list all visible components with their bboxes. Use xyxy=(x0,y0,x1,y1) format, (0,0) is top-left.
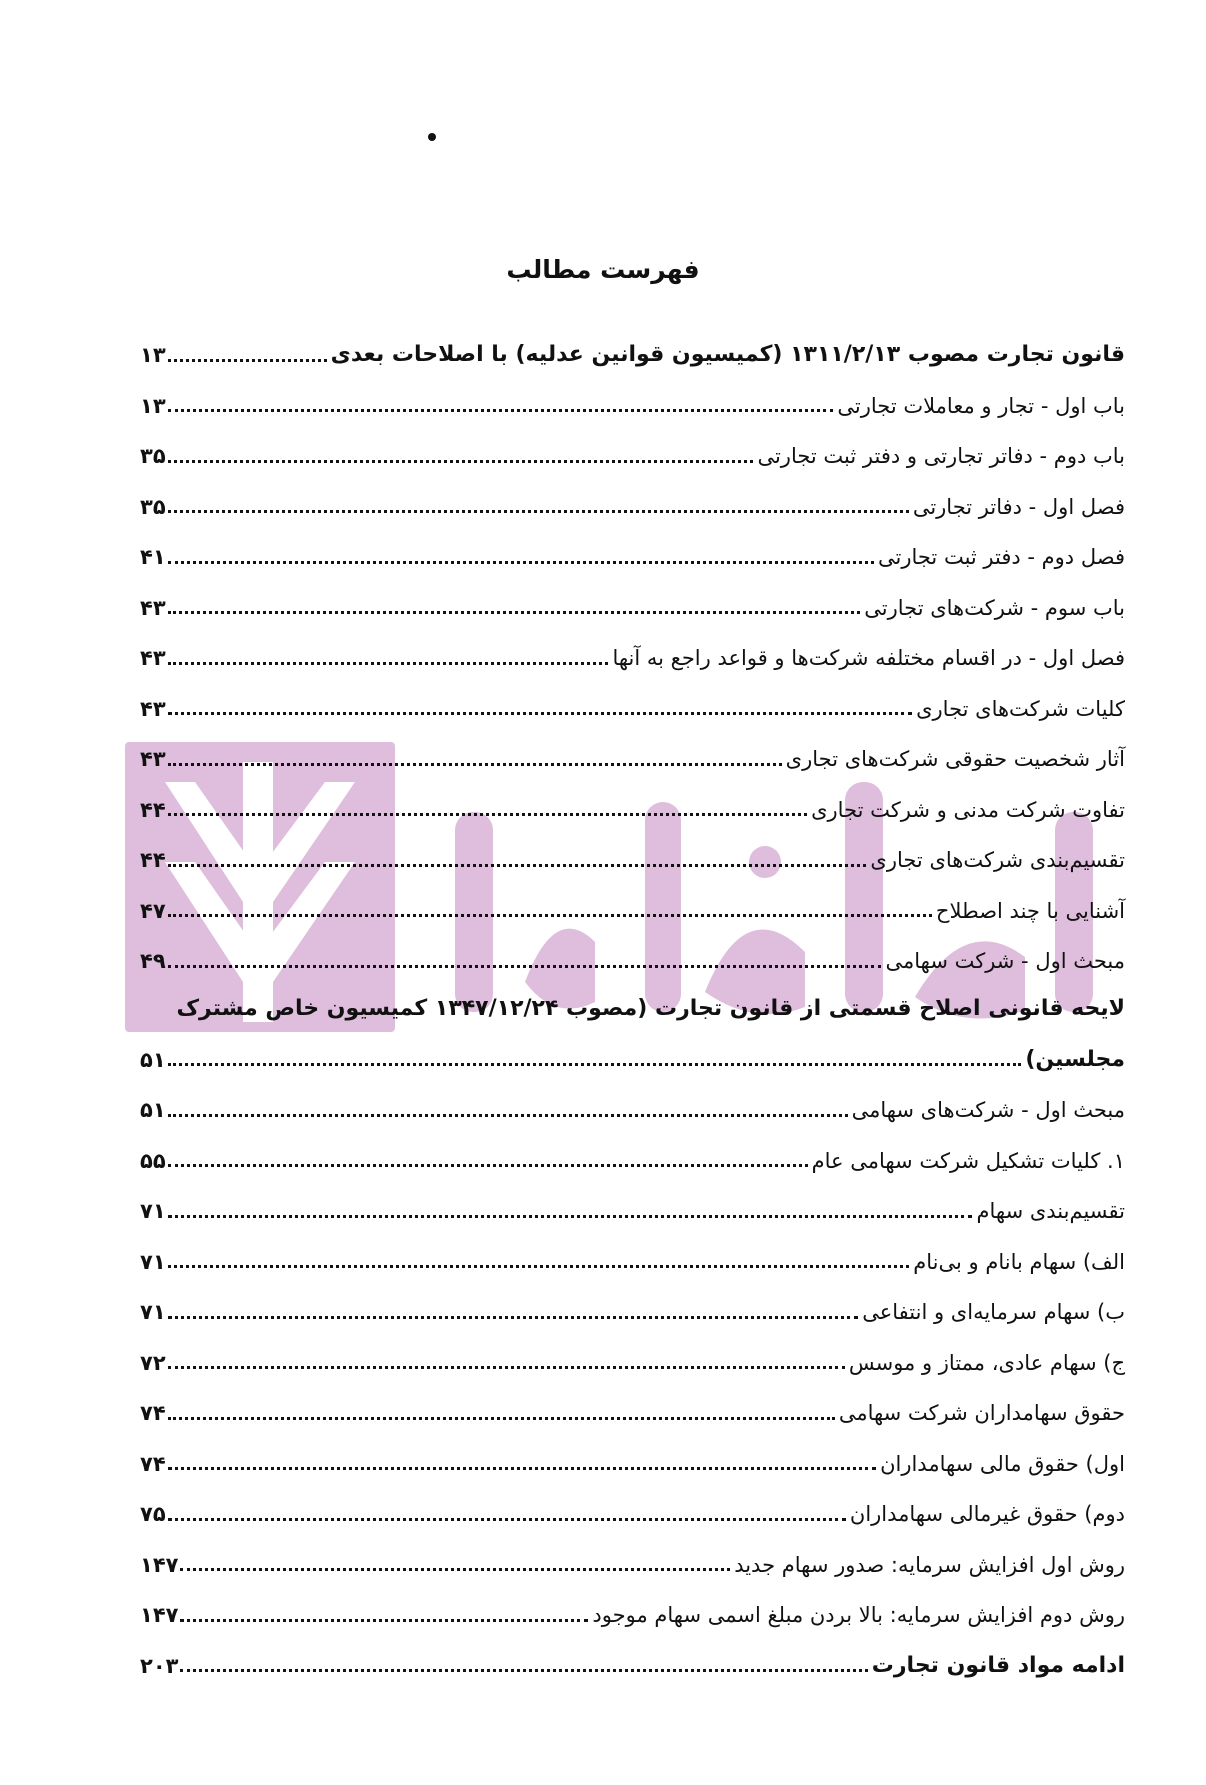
toc-entry-page: ۷۴ xyxy=(140,1401,166,1426)
toc-entry xyxy=(140,1124,1125,1175)
toc-entry-page: ۷۴ xyxy=(140,1451,166,1476)
toc-entry-page: ۳۵ xyxy=(140,444,166,469)
ink-speck xyxy=(428,133,436,141)
dot-leader xyxy=(168,1164,808,1167)
toc-entry xyxy=(140,722,1125,773)
toc-entry-page: ۷۲ xyxy=(140,1350,166,1375)
dot-leader xyxy=(180,1568,730,1571)
toc-entry-label: حقوق سهامداران شرکت سهامی xyxy=(838,1401,1125,1426)
toc-entry-page: ۱۴۷ xyxy=(140,1603,179,1628)
toc-entry-label: دوم) حقوق غیرمالی سهامداران xyxy=(849,1502,1125,1527)
toc-entry-label: کلیات شرکت‌های تجاری xyxy=(916,696,1125,721)
toc-entry xyxy=(140,1023,1125,1074)
dot-leader xyxy=(168,460,754,463)
toc-entry xyxy=(140,1073,1125,1124)
toc-entry xyxy=(140,1326,1125,1377)
toc-entry-label: باب اول - تجار و معاملات تجارتی xyxy=(837,393,1125,418)
dot-leader xyxy=(168,914,932,917)
dot-leader xyxy=(168,1366,845,1369)
toc-entry-label: باب سوم - شرکت‌های تجارتی xyxy=(864,595,1125,620)
dot-leader xyxy=(180,1669,867,1672)
toc-entry-page: ۵۱ xyxy=(140,1098,166,1123)
toc-entry-page: ۱۳ xyxy=(140,343,166,368)
toc-entry-label: آثار شخصیت حقوقی شرکت‌های تجاری xyxy=(785,747,1125,772)
toc-entry-page: ۴۱ xyxy=(140,545,166,570)
dot-leader xyxy=(168,813,807,816)
dot-leader xyxy=(168,510,909,513)
toc-entry-label: مبحث اول - شرکت سهامی xyxy=(885,949,1125,974)
toc-entry xyxy=(140,874,1125,925)
toc-entry-label: تقسیم‌بندی سهام xyxy=(976,1199,1125,1224)
toc-entry xyxy=(140,1376,1125,1427)
toc-entry xyxy=(140,571,1125,622)
toc-entry-label: فصل دوم - دفتر ثبت تجارتی xyxy=(877,545,1125,570)
toc-entry xyxy=(140,369,1125,420)
toc-entry-label: مجلسین) xyxy=(1025,1046,1125,1072)
toc-entry xyxy=(140,1578,1125,1629)
dot-leader xyxy=(168,1467,876,1470)
toc-entry xyxy=(140,1528,1125,1579)
toc-entry xyxy=(140,1427,1125,1478)
toc-entry-label: اول) حقوق مالی سهامداران xyxy=(880,1451,1125,1476)
dot-leader xyxy=(168,1215,973,1218)
toc-entry-page: ۴۳ xyxy=(140,747,166,772)
dot-leader xyxy=(168,1063,1022,1066)
toc-entry-page: ۵۵ xyxy=(140,1148,166,1173)
dot-leader xyxy=(168,409,834,412)
toc-entry-page: ۱۴۷ xyxy=(140,1552,179,1577)
toc-title: فهرست مطالب xyxy=(506,255,700,284)
toc-entry-label: ۱. کلیات تشکیل شرکت سهامی عام xyxy=(811,1148,1125,1173)
toc-entry xyxy=(140,1477,1125,1528)
toc-entry xyxy=(140,924,1125,975)
toc-entry xyxy=(140,318,1125,369)
toc-entry-page: ۴۴ xyxy=(140,797,166,822)
toc-entry-label: روش دوم افزایش سرمایه: بالا بردن مبلغ اسمی سهام موجود xyxy=(592,1603,1125,1628)
toc-entry-label: تقسیم‌بندی شرکت‌های تجاری xyxy=(870,848,1125,873)
toc-entry xyxy=(140,419,1125,470)
toc-entry xyxy=(140,773,1125,824)
toc-entry-page: ۷۱ xyxy=(140,1199,166,1224)
dot-leader xyxy=(168,712,912,715)
toc-entry xyxy=(140,1629,1125,1680)
toc-entry-label: مبحث اول - شرکت‌های سهامی xyxy=(851,1098,1125,1123)
toc-entry-page: ۴۷ xyxy=(140,898,166,923)
dot-leader xyxy=(180,1619,588,1622)
dot-leader xyxy=(168,662,609,665)
dot-leader xyxy=(168,864,867,867)
toc-entry-page: ۴۹ xyxy=(140,949,166,974)
toc-entry-label: فصل اول - دفاتر تجارتی xyxy=(912,494,1125,519)
dot-leader xyxy=(168,1265,910,1268)
toc-entry-label: ادامه مواد قانون تجارت xyxy=(871,1652,1125,1678)
toc-entry-label: باب دوم - دفاتر تجارتی و دفتر ثبت تجارتی xyxy=(757,444,1125,469)
dot-leader xyxy=(168,1518,846,1521)
toc-entry xyxy=(140,823,1125,874)
toc-entry-page: ۴۳ xyxy=(140,646,166,671)
toc-entry-page: ۴۳ xyxy=(140,696,166,721)
dot-leader xyxy=(168,1417,835,1420)
dot-leader xyxy=(168,965,882,968)
dot-leader xyxy=(168,1114,848,1117)
toc-entry-label: قانون تجارت مصوب ۱۳۱۱/۲/۱۳ (کمیسیون قوانین عدلیه) با اصلاحات بعدی xyxy=(330,342,1125,368)
toc-entry-label: ب) سهام سرمایه‌ای و انتفاعی xyxy=(862,1300,1125,1325)
toc-entry-page: ۳۵ xyxy=(140,494,166,519)
toc-entry xyxy=(140,672,1125,723)
toc-entry-page: ۷۵ xyxy=(140,1502,166,1527)
toc-entry xyxy=(140,520,1125,571)
dot-leader xyxy=(168,561,874,564)
toc-entry-label: روش اول افزایش سرمایه: صدور سهام جدید xyxy=(734,1552,1125,1577)
toc-entry xyxy=(140,1174,1125,1225)
toc-entry xyxy=(140,470,1125,521)
toc-entry-page: ۱۳ xyxy=(140,393,166,418)
toc-entry xyxy=(140,1275,1125,1326)
toc-entry-page: ۲۰۳ xyxy=(140,1653,179,1678)
toc-entry-label: فصل اول - در اقسام مختلفه شرکت‌ها و قواعد راجع به آنها xyxy=(612,646,1125,671)
toc-entry xyxy=(140,621,1125,672)
toc-entry-page: ۷۱ xyxy=(140,1300,166,1325)
toc-entry-page: ۵۱ xyxy=(140,1047,166,1072)
toc-entry-page: ۴۳ xyxy=(140,595,166,620)
toc-entry xyxy=(140,1225,1125,1276)
toc-entry-label: آشنایی با چند اصطلاح xyxy=(935,898,1125,923)
toc-entry-page: ۷۱ xyxy=(140,1249,166,1274)
toc-entry-label: لایحه قانونی اصلاح قسمتی از قانون تجارت (مصوب ۱۳۴۷/۱۲/۲۴ کمیسیون خاص مشترک xyxy=(176,996,1125,1022)
dot-leader xyxy=(168,1316,859,1319)
dot-leader xyxy=(168,763,782,766)
toc-entry-label: ج) سهام عادی، ممتاز و موسس xyxy=(848,1350,1125,1375)
toc-entry-label: تفاوت شرکت مدنی و شرکت تجاری xyxy=(811,797,1125,822)
dot-leader xyxy=(168,359,327,362)
dot-leader xyxy=(168,611,861,614)
table-of-contents xyxy=(140,318,1125,1679)
toc-entry-label: الف) سهام بانام و بی‌نام xyxy=(913,1249,1125,1274)
toc-entry-page: ۴۴ xyxy=(140,848,166,873)
toc-entry xyxy=(140,975,1125,1023)
